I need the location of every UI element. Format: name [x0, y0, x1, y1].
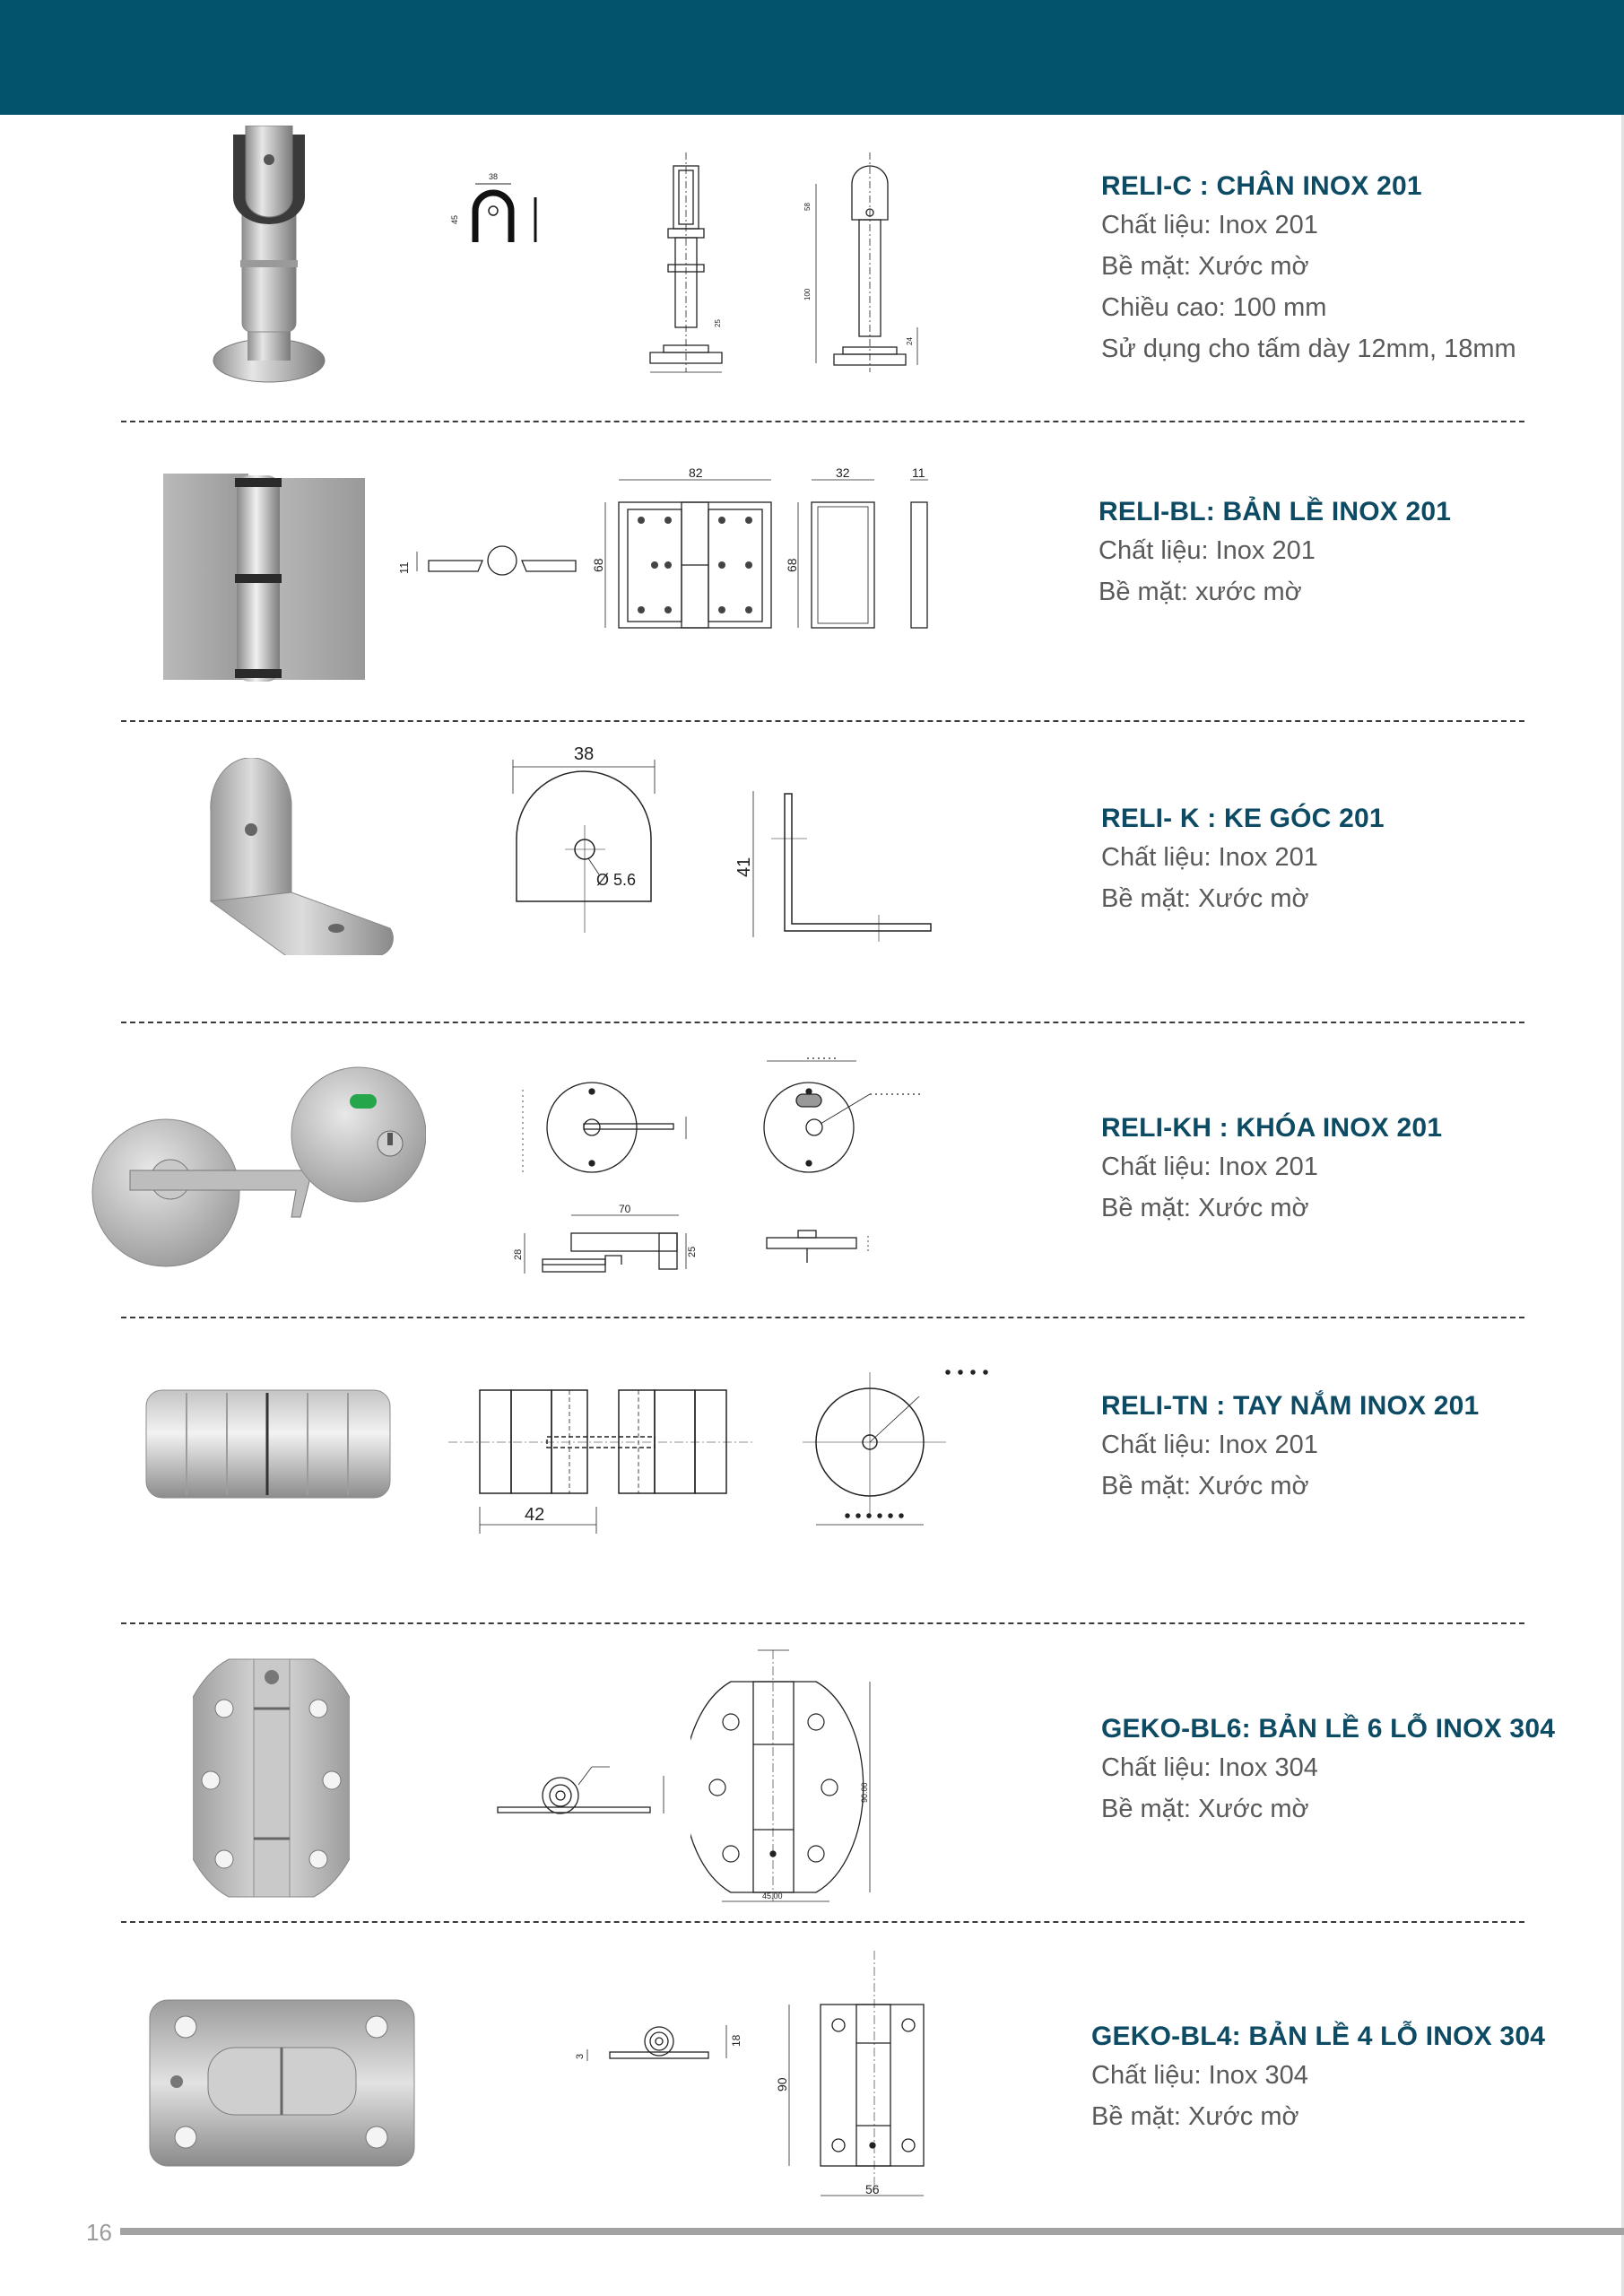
spec-surface: Bề mặt: Xước mờ	[1101, 884, 1309, 913]
drawing-reli-kh-back	[753, 1054, 933, 1184]
product-title: RELI-KH : KHÓA INOX 201	[1101, 1113, 1443, 1143]
dim-geko-bl4-height: 90	[775, 2077, 789, 2092]
dim-reli-bl-width: 82	[689, 466, 703, 480]
spec-usage: Sử dụng cho tấm dày 12mm, 18mm	[1101, 335, 1516, 363]
drawing-reli-tn-side	[448, 1372, 753, 1547]
dim-reli-kh-length: 70	[619, 1203, 631, 1215]
dim-reli-c-38: 38	[489, 172, 499, 181]
product-title: RELI- K : KE GÓC 201	[1101, 804, 1385, 833]
product-photo-geko-bl6	[193, 1655, 350, 1906]
product-photo-geko-bl4	[145, 1996, 419, 2175]
drawing-reli-bl-front	[583, 466, 780, 641]
drawing-reli-k-front	[502, 740, 673, 951]
header-band	[0, 0, 1624, 115]
divider	[121, 1622, 1524, 1624]
dim-reli-bl-thick: 11	[912, 466, 925, 480]
product-title: RELI-C : CHÂN INOX 201	[1101, 171, 1422, 201]
dim-reli-k-height: 41	[734, 857, 754, 877]
spec-material: Chất liệu: Inox 304	[1091, 2061, 1308, 2090]
dim-reli-bl-side-height: 68	[785, 558, 799, 572]
drawing-reli-tn-front	[794, 1359, 1009, 1543]
dim-reli-k-width: 38	[574, 744, 595, 764]
spec-material: Chất liệu: Inox 201	[1101, 211, 1318, 239]
drawing-reli-kh-side	[507, 1202, 722, 1287]
product-photo-reli-bl	[163, 474, 365, 689]
spec-height: Chiều cao: 100 mm	[1101, 293, 1327, 322]
spec-reli-tn	[1101, 1388, 1603, 1507]
spec-reli-c	[1101, 169, 1603, 370]
drawing-geko-bl6-side	[493, 1749, 673, 1834]
dim-reli-c-24: 24	[906, 337, 914, 345]
drawing-reli-c-side	[803, 148, 928, 386]
dim-geko-bl4-width: 56	[865, 2182, 880, 2196]
spec-surface: Bề mặt: Xước mờ	[1101, 1472, 1309, 1500]
product-photo-reli-c	[206, 126, 332, 395]
divider	[121, 1022, 1524, 1023]
dim-geko-bl4-h: 18	[730, 2034, 743, 2047]
dim-reli-bl-pin: 11	[397, 561, 411, 574]
dim-geko-bl6-height: 90.00	[860, 1782, 869, 1803]
product-photo-reli-tn	[142, 1386, 395, 1507]
spec-surface: Bề mặt: Xước mờ	[1091, 2102, 1299, 2131]
spec-surface: Bề mặt: Xước mờ	[1101, 252, 1309, 281]
drawing-geko-bl4-front	[767, 1946, 937, 2215]
divider	[121, 1921, 1524, 1923]
dim-reli-c-25: 25	[714, 319, 722, 327]
drawing-geko-bl4-side	[565, 2009, 753, 2085]
drawing-reli-kh-side2	[762, 1220, 888, 1278]
drawing-reli-c-front	[641, 148, 740, 386]
divider	[121, 1317, 1524, 1318]
dim-reli-k-hole: Ø 5.6	[596, 871, 637, 889]
dim-reli-bl-height: 68	[591, 558, 605, 572]
spec-geko-bl4	[1091, 2019, 1594, 2137]
product-title: RELI-TN : TAY NẮM INOX 201	[1101, 1391, 1480, 1421]
drawing-reli-bl-side	[780, 466, 942, 641]
page-number: 16	[86, 2219, 112, 2246]
spec-reli-bl	[1099, 494, 1601, 613]
spec-material: Chất liệu: Inox 201	[1101, 1431, 1318, 1459]
spec-reli-k	[1101, 801, 1603, 919]
divider	[121, 421, 1524, 422]
spec-geko-bl6	[1101, 1711, 1603, 1830]
spec-material: Chất liệu: Inox 201	[1101, 1152, 1318, 1181]
drawing-geko-bl6-front	[690, 1646, 892, 1910]
spec-surface: Bề mặt: Xước mờ	[1101, 1194, 1309, 1222]
drawing-reli-c-top	[448, 166, 547, 260]
spec-material: Chất liệu: Inox 304	[1101, 1753, 1318, 1782]
divider	[121, 720, 1524, 722]
dim-reli-tn-width: 42	[525, 1505, 545, 1525]
product-title: GEKO-BL4: BẢN LỀ 4 LỖ INOX 304	[1091, 2022, 1546, 2051]
product-photo-reli-kh	[90, 1054, 426, 1287]
dim-reli-c-58: 58	[803, 203, 812, 211]
dim-reli-c-100: 100	[803, 288, 812, 300]
dim-reli-c-45: 45	[450, 214, 459, 224]
product-photo-reli-k	[202, 758, 404, 960]
spec-material: Chất liệu: Inox 201	[1099, 536, 1316, 565]
drawing-reli-k-side	[717, 780, 942, 955]
footer-bar	[120, 2228, 1624, 2235]
dim-reli-kh-h2: 25	[687, 1246, 698, 1257]
spec-material: Chất liệu: Inox 201	[1101, 843, 1318, 872]
dim-reli-bl-depth: 32	[836, 466, 850, 480]
spec-reli-kh	[1101, 1110, 1603, 1229]
dim-geko-bl6-width: 45.00	[762, 1892, 783, 1900]
product-title: RELI-BL: BẢN LỀ INOX 201	[1099, 497, 1452, 526]
drawing-reli-bl-pin	[395, 534, 583, 610]
product-title: GEKO-BL6: BẢN LỀ 6 LỖ INOX 304	[1101, 1714, 1556, 1744]
spec-surface: Bề mặt: xước mờ	[1099, 578, 1302, 606]
spec-surface: Bề mặt: Xước mờ	[1101, 1795, 1309, 1823]
drawing-reli-kh-front	[507, 1072, 722, 1193]
dim-geko-bl4-t: 3	[575, 2053, 586, 2059]
dim-reli-kh-h1: 28	[513, 1248, 524, 1260]
